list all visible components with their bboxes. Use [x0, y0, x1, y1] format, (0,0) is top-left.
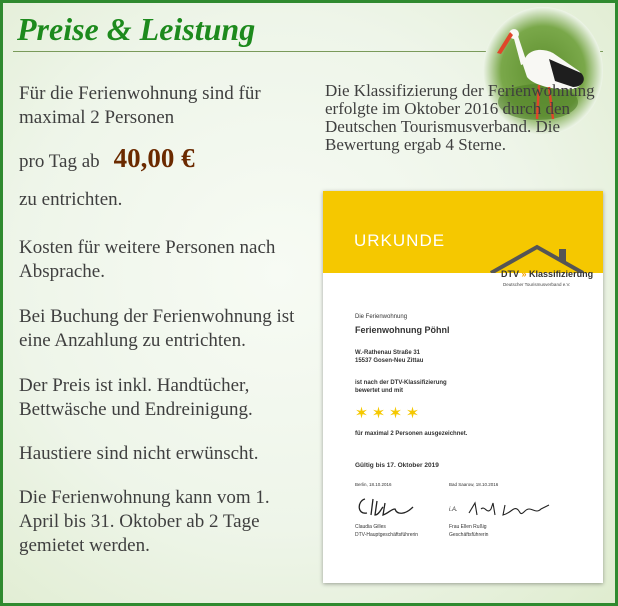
signature-right-prefix: i.A. [449, 507, 458, 513]
signature-right-role: Geschäftsführerin [449, 532, 489, 538]
classification-text: Die Klassifizierung der Ferienwohnung erfolgte im Oktober 2016 durch den Deutschen Tourismusverband. Die Bewertung ergab 4 Sterne. [325, 81, 595, 154]
star-icon [355, 406, 368, 419]
dtv-logo-text: Klassifizierung [529, 269, 594, 279]
star-icon [389, 406, 402, 419]
deposit-text: Bei Buchung der Ferienwohnung ist eine Anzahlung zu entrichten. [19, 306, 295, 351]
signature-left-role: DTV-Hauptgeschäftsführerin [355, 532, 419, 538]
star-icon [372, 406, 385, 419]
signature-right [465, 497, 555, 519]
page-title: Preise & Leistung [17, 11, 256, 47]
certificate-line1: ist nach der DTV-Klassifizierung [355, 380, 447, 386]
certificate-line2: bewertet und mit [355, 388, 404, 394]
price-line [19, 143, 195, 174]
certificate-address-city: 15537 Gosen-Neu Zittau [355, 358, 424, 364]
dtv-chevron-icon: » [521, 269, 527, 279]
dtv-logo-subtitle: Deutscher Tourismusverband e.V. [503, 282, 571, 287]
persons-text: Für die Ferienwohnung sind für maximal 2 Personen [19, 83, 261, 128]
star-icon [406, 406, 419, 419]
certificate-name: Ferienwohnung Pöhnl [355, 325, 450, 335]
signature-left-name: Claudia Gilles [355, 524, 386, 530]
certificate-label: Die Ferienwohnung [355, 314, 408, 320]
certificate-heading: URKUNDE [354, 231, 446, 250]
dtv-logo [501, 269, 593, 279]
extra-persons-text: Kosten für weitere Personen nach Absprache. [19, 237, 276, 282]
signature-right-name: Frau Ellen Rußig [449, 524, 487, 530]
certificate-valid: Gültig bis 17. Oktober 2019 [355, 462, 439, 469]
per-day-label: pro Tag ab [19, 151, 100, 172]
dtv-logo-abbr: DTV [501, 269, 519, 279]
payable-text: zu entrichten. [19, 189, 123, 210]
certificate-image [323, 191, 603, 583]
pets-text: Haustiere sind nicht erwünscht. [19, 443, 259, 464]
price-value: 40,00 € [113, 143, 195, 173]
certificate-date-right: Bad Saarow, 18.10.2016 [449, 482, 499, 487]
signature-left [355, 493, 425, 519]
included-text: Der Preis ist inkl. Handtücher, Bettwäsche und Endreinigung. [19, 375, 253, 420]
season-text: Die Ferienwohnung kann vom 1. April bis 31. Oktober ab 2 Tage gemietet werden. [19, 487, 270, 556]
certificate-awarded: für maximal 2 Personen ausgezeichnet. [355, 431, 468, 437]
rating-stars [355, 406, 423, 424]
certificate-address-street: W.-Rathenau Straße 31 [355, 350, 421, 356]
certificate-date-left: Berlin, 18.10.2016 [355, 482, 392, 487]
